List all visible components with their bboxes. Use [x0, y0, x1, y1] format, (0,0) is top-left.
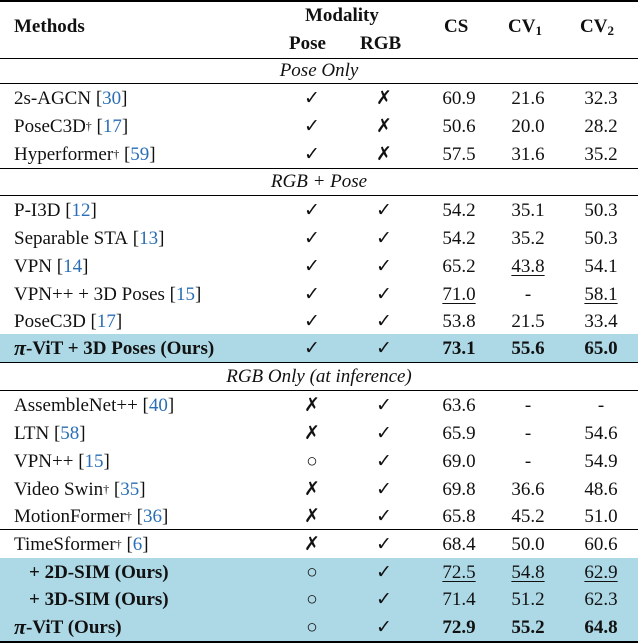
method-name: MotionFormer † [ 36 ] [14, 505, 169, 527]
cs-score [428, 140, 490, 168]
cv1-score [497, 586, 559, 613]
table-row [0, 475, 638, 503]
citation-open-bracket: [ [137, 394, 149, 416]
citation-open-bracket: [ [49, 422, 61, 444]
rgb-modality-mark [353, 419, 415, 447]
pose-modality-mark [281, 140, 343, 168]
method-label: AssembleNet++ [14, 394, 138, 416]
header-methods: Methods [14, 16, 85, 37]
cv1-score-value: 20.0 [511, 115, 545, 137]
section-rule-pose [0, 83, 638, 84]
method-name [29, 586, 169, 613]
cs-score [428, 224, 490, 252]
method-name [14, 613, 122, 641]
citation-link[interactable]: 6 [132, 533, 143, 555]
method-name [14, 252, 88, 280]
pose-modality-mark [281, 252, 343, 280]
pose-modality-mark-value: ○ [306, 561, 318, 583]
cv2-score [570, 334, 632, 362]
citation-close-bracket: ] [121, 115, 129, 137]
citation-close-bracket: ] [103, 450, 110, 472]
cv2-score-value: 64.8 [584, 616, 618, 638]
rgb-modality-mark [353, 140, 415, 168]
pose-modality-mark [281, 530, 343, 558]
pose-modality-mark-value: ✗ [304, 478, 320, 500]
rgb-modality-mark-value: ✓ [376, 394, 392, 416]
rgb-modality-mark-value: ✗ [376, 143, 392, 165]
cs-score-value: 63.6 [442, 394, 476, 416]
method-label: VPN++ + 3D Poses [14, 283, 165, 305]
cs-score-value: 72.9 [442, 616, 476, 638]
method-name: Video Swin † [ 35 ] [14, 478, 146, 500]
method-name [14, 196, 97, 224]
cv1-score [497, 252, 559, 280]
rgb-modality-mark [353, 112, 415, 140]
method-label: P-I3D [14, 199, 61, 221]
cv2-score-value: 35.2 [584, 143, 618, 165]
pose-modality-mark [281, 224, 343, 252]
citation-close-bracket: ] [149, 143, 156, 165]
section-rule-rgbonly [0, 390, 638, 391]
cs-score [428, 586, 490, 613]
method-name [14, 391, 174, 419]
pose-modality-mark-value: ✗ [304, 505, 320, 527]
method-name [14, 84, 127, 112]
cv2-score [570, 613, 632, 641]
cv1-score-value: - [524, 394, 532, 416]
method-name [14, 224, 164, 252]
method-label: -ViT + 3D Poses (Ours) [26, 337, 215, 359]
citation-open-bracket: [ [52, 255, 64, 277]
cv1-score [497, 391, 559, 419]
table-row [0, 586, 638, 613]
cv2-score [570, 196, 632, 224]
cs-score [428, 475, 490, 503]
pose-modality-mark-value: ✗ [304, 533, 320, 555]
cs-score-value: 71.0 [442, 283, 476, 305]
citation-open-bracket: [ [91, 115, 103, 137]
cv2-score-value: 65.0 [584, 337, 618, 359]
cv1-score-value: 51.2 [511, 589, 545, 610]
method-label: PoseC3D [14, 310, 86, 332]
cv2-score-value: 62.9 [584, 561, 618, 583]
cv1-score-value: 21.5 [511, 310, 545, 332]
cv2-score [570, 252, 632, 280]
cv2-score [570, 558, 632, 586]
cs-score-value: 68.4 [442, 533, 476, 555]
cv1-score [497, 196, 559, 224]
cv2-score [570, 447, 632, 475]
method-label: + 3D-SIM (Ours) [29, 589, 169, 610]
header-modality: Modality [305, 5, 379, 26]
pose-modality-mark [281, 280, 343, 308]
header-cv2-base: CV [580, 16, 608, 37]
method-name [14, 419, 86, 447]
citation-link[interactable]: 17 [102, 115, 122, 137]
pi-symbol: π [14, 335, 27, 360]
citation-link[interactable]: 35 [120, 478, 140, 500]
cv1-score-value: 31.6 [511, 143, 545, 165]
cv1-score [497, 140, 559, 168]
cs-score [428, 252, 490, 280]
table-row [0, 252, 638, 280]
method-label: + 2D-SIM (Ours) [29, 561, 169, 583]
cs-score-value: 72.5 [442, 561, 476, 583]
rgb-modality-mark-value: ✓ [376, 533, 392, 555]
citation-link[interactable]: 40 [148, 394, 168, 416]
table-row [0, 613, 638, 641]
section-rgb-pose: RGB + Pose [270, 171, 368, 192]
citation-close-bracket: ] [82, 255, 89, 277]
cv1-score [497, 308, 559, 334]
citation-close-bracket: ] [115, 310, 123, 332]
cv2-score-value: 54.9 [584, 450, 618, 472]
method-label: TimeSformer [14, 533, 116, 555]
cv1-score-value: 50.0 [511, 533, 545, 555]
cv2-score [570, 419, 632, 447]
pose-modality-mark-value: ✓ [304, 227, 320, 249]
cv1-score [497, 475, 559, 503]
pose-modality-mark [281, 308, 343, 334]
cv1-score [497, 334, 559, 362]
cv2-score-value: 54.6 [584, 422, 618, 444]
cv2-score-value: 50.3 [584, 227, 618, 249]
cv2-score-value: 51.0 [584, 505, 618, 527]
table-row [0, 84, 638, 112]
cs-score [428, 558, 490, 586]
section-rule-rgbpose [0, 195, 638, 196]
method-name [29, 558, 169, 586]
rgb-modality-mark-value: ✓ [376, 478, 392, 500]
cv1-score-value: 54.8 [511, 561, 545, 583]
timesformer-rule [0, 529, 638, 530]
rgb-modality-mark-value: ✓ [376, 283, 392, 305]
method-label: Separable STA [14, 227, 129, 249]
method-name: TimeSformer † [ 6 ] [14, 533, 149, 555]
method-name: Hyperformer † [ 59 ] [14, 143, 156, 165]
rgb-modality-mark-value: ✓ [376, 255, 392, 277]
rgb-modality-mark [353, 475, 415, 503]
method-label: VPN [14, 255, 53, 277]
pose-modality-mark-value: ✓ [304, 283, 320, 305]
cv1-score [497, 419, 559, 447]
cv2-score-value: 48.6 [584, 478, 618, 500]
cv2-score [570, 475, 632, 503]
pose-modality-mark [281, 419, 343, 447]
pose-modality-mark-value: ✗ [304, 422, 320, 444]
citation-open-bracket: [ [85, 310, 97, 332]
rgb-modality-mark [353, 613, 415, 641]
cv1-score-value: - [524, 422, 532, 444]
rgb-modality-mark [353, 558, 415, 586]
pose-modality-mark-value: ○ [306, 450, 318, 472]
cv2-score [570, 530, 632, 558]
method-name [14, 308, 122, 334]
rgb-modality-mark [353, 586, 415, 613]
citation-open-bracket: [ [109, 478, 121, 500]
cv1-score-value: 55.2 [511, 616, 545, 638]
section-pose-only: Pose Only [279, 60, 359, 81]
citation-open-bracket: [ [119, 143, 131, 165]
table-row [0, 530, 638, 558]
cs-score [428, 391, 490, 419]
rgb-modality-mark [353, 391, 415, 419]
rgb-modality-mark [353, 84, 415, 112]
section-rgb-only: RGB Only (at inference) [226, 365, 412, 387]
cv2-score-value: 54.1 [584, 255, 618, 277]
citation-open-bracket: [ [73, 450, 85, 472]
cv2-score-value: 32.3 [584, 87, 618, 109]
pose-modality-mark [281, 447, 343, 475]
pose-modality-mark [281, 334, 343, 362]
rgb-modality-mark [353, 447, 415, 475]
rgb-modality-mark-value: ✓ [376, 450, 392, 472]
rgb-modality-mark [353, 252, 415, 280]
citation-close-bracket: ] [142, 533, 149, 555]
cs-score-value: 53.8 [442, 310, 476, 332]
cv1-score [497, 558, 559, 586]
cv1-score-value: 43.8 [511, 255, 545, 277]
cs-score [428, 280, 490, 308]
pose-modality-mark-value: ✓ [304, 310, 320, 332]
rgb-modality-mark [353, 308, 415, 334]
cv1-score [497, 224, 559, 252]
header-cv1-base: CV [508, 16, 536, 37]
header-cv2 [580, 16, 614, 38]
table-row [0, 196, 638, 224]
table-row [0, 308, 638, 334]
cv1-score [497, 112, 559, 140]
method-label: VPN++ [14, 450, 74, 472]
pose-modality-mark-value: ✗ [304, 394, 320, 416]
rgb-modality-mark-value: ✓ [376, 199, 392, 221]
cs-score-value: 73.1 [442, 337, 476, 359]
cv2-score [570, 503, 632, 529]
method-name: PoseC3D † [ 17 ] [14, 115, 129, 137]
rgb-modality-mark-value: ✓ [376, 561, 392, 583]
pose-modality-mark-value: ✓ [304, 87, 320, 109]
cs-score [428, 112, 490, 140]
method-name [14, 280, 201, 308]
cv1-score-value: 45.2 [511, 505, 545, 527]
pose-modality-mark-value: ✓ [304, 199, 320, 221]
rgb-modality-mark [353, 530, 415, 558]
table-row [0, 391, 638, 419]
cs-score-value: 65.9 [442, 422, 476, 444]
pose-modality-mark-value: ✓ [304, 337, 320, 359]
cv2-score-value: 33.4 [584, 310, 618, 332]
rgb-modality-mark-value: ✗ [376, 115, 392, 137]
citation-link[interactable]: 15 [84, 450, 104, 472]
rgb-modality-mark [353, 334, 415, 362]
table-row [0, 334, 638, 362]
cv2-score [570, 224, 632, 252]
rgb-modality-mark-value: ✓ [376, 422, 392, 444]
rgb-modality-mark-value: ✓ [376, 337, 392, 359]
citation-close-bracket: ] [161, 505, 169, 527]
cv2-score-value: 28.2 [584, 115, 618, 137]
citation-link[interactable]: 58 [60, 422, 80, 444]
cv2-score [570, 280, 632, 308]
header-cv2-sub: 2 [607, 23, 614, 38]
rgb-modality-mark [353, 196, 415, 224]
cv1-score-value: 21.6 [511, 87, 545, 109]
rgb-modality-mark-value: ✓ [376, 616, 392, 638]
method-label: Hyperformer [14, 143, 114, 165]
rgb-modality-mark [353, 280, 415, 308]
cs-score-value: 54.2 [442, 227, 476, 249]
header-cs: CS [444, 16, 469, 37]
table-row [0, 280, 638, 308]
pose-modality-mark-value: ✓ [304, 255, 320, 277]
pose-modality-mark [281, 558, 343, 586]
cv2-score [570, 84, 632, 112]
pose-modality-mark-value: ○ [306, 616, 318, 638]
cv1-score-value: - [524, 450, 532, 472]
cv2-score-value: 60.6 [584, 533, 618, 555]
cs-score [428, 613, 490, 641]
bottom-rule [0, 641, 638, 643]
citation-close-bracket: ] [167, 394, 175, 416]
cv1-score [497, 280, 559, 308]
citation-close-bracket: ] [158, 227, 165, 249]
rgb-modality-mark [353, 503, 415, 529]
citation-link[interactable]: 14 [63, 255, 83, 277]
cv1-score [497, 84, 559, 112]
cv1-score-value: 35.2 [511, 227, 545, 249]
rgb-modality-mark-value: ✓ [376, 589, 392, 610]
rgb-modality-mark-value: ✓ [376, 505, 392, 527]
citation-link[interactable]: 17 [96, 310, 116, 332]
method-name [14, 334, 214, 362]
pose-modality-mark [281, 391, 343, 419]
method-label: Video Swin [14, 478, 104, 500]
rgb-modality-mark-value: ✗ [376, 87, 392, 109]
rgb-modality-mark-value: ✓ [376, 310, 392, 332]
pose-modality-mark [281, 475, 343, 503]
table-row [0, 558, 638, 586]
table-row [0, 503, 638, 529]
rgb-modality-mark-value: ✓ [376, 227, 392, 249]
cs-score [428, 308, 490, 334]
cv2-score-value: 50.3 [584, 199, 618, 221]
citation-link[interactable]: 36 [142, 505, 162, 527]
pose-modality-mark [281, 613, 343, 641]
citation-open-bracket: [ [60, 199, 72, 221]
pi-symbol: π [14, 614, 27, 639]
table-row [0, 447, 638, 475]
top-rule [0, 0, 638, 2]
pose-modality-mark [281, 112, 343, 140]
cs-score [428, 503, 490, 529]
cv2-score [570, 308, 632, 334]
rgb-modality-mark [353, 224, 415, 252]
citation-close-bracket: ] [79, 422, 86, 444]
cs-score-value: 65.8 [442, 505, 476, 527]
pose-modality-mark-value: ✓ [304, 115, 320, 137]
citation-link[interactable]: 30 [102, 87, 122, 109]
table-row [0, 140, 638, 168]
citation-open-bracket: [ [121, 533, 133, 555]
header-cv1 [508, 16, 542, 38]
header-cv1-sub: 1 [535, 23, 542, 38]
cs-score [428, 530, 490, 558]
method-label: -ViT (Ours) [26, 616, 122, 638]
citation-open-bracket: [ [128, 227, 140, 249]
cs-score-value: 57.5 [442, 143, 476, 165]
cv1-score-value: 36.6 [511, 478, 545, 500]
method-label: 2s-AGCN [14, 87, 92, 109]
citation-open-bracket: [ [164, 283, 176, 305]
header-rgb: RGB [360, 33, 402, 54]
citation-open-bracket: [ [91, 87, 103, 109]
method-label: MotionFormer [14, 505, 126, 527]
cv2-score [570, 140, 632, 168]
cs-score [428, 84, 490, 112]
citation-link[interactable]: 15 [176, 283, 195, 305]
cv1-score [497, 503, 559, 529]
cs-score-value: 54.2 [442, 199, 476, 221]
cs-score-value: 60.9 [442, 87, 476, 109]
citation-link[interactable]: 59 [130, 143, 150, 165]
citation-close-bracket: ] [121, 87, 128, 109]
method-name [14, 447, 110, 475]
table-row [0, 112, 638, 140]
cv1-score [497, 613, 559, 641]
cv1-score-value: 55.6 [511, 337, 545, 359]
cv2-score-value: 58.1 [584, 283, 618, 305]
pose-modality-mark-value: ○ [306, 589, 318, 610]
cs-score-value: 69.8 [442, 478, 476, 500]
cv1-score [497, 447, 559, 475]
header-pose: Pose [289, 33, 326, 54]
cv2-score [570, 391, 632, 419]
pose-modality-mark [281, 196, 343, 224]
table-row [0, 419, 638, 447]
pose-modality-mark [281, 503, 343, 529]
cs-score [428, 447, 490, 475]
cv2-score-value: - [597, 394, 605, 416]
citation-close-bracket: ] [90, 199, 97, 221]
cv1-score-value: 35.1 [511, 199, 545, 221]
cs-score-value: 71.4 [442, 589, 476, 610]
method-label: LTN [14, 422, 50, 444]
citation-link[interactable]: 13 [139, 227, 159, 249]
cv2-score [570, 586, 632, 613]
method-label: PoseC3D [14, 115, 86, 137]
pose-modality-mark [281, 84, 343, 112]
cs-score [428, 196, 490, 224]
cs-score-value: 50.6 [442, 115, 476, 137]
citation-open-bracket: [ [131, 505, 143, 527]
cv1-score-value: - [524, 283, 532, 305]
citation-link[interactable]: 12 [71, 199, 91, 221]
cv2-score-value: 62.3 [584, 589, 618, 610]
cs-score [428, 334, 490, 362]
table-row [0, 224, 638, 252]
citation-close-bracket: ] [139, 478, 146, 500]
pose-modality-mark [281, 586, 343, 613]
cs-score-value: 69.0 [442, 450, 476, 472]
citation-close-bracket: ] [195, 283, 202, 305]
cs-score-value: 65.2 [442, 255, 476, 277]
cv2-score [570, 112, 632, 140]
cs-score [428, 419, 490, 447]
cv1-score [497, 530, 559, 558]
pose-modality-mark-value: ✓ [304, 143, 320, 165]
